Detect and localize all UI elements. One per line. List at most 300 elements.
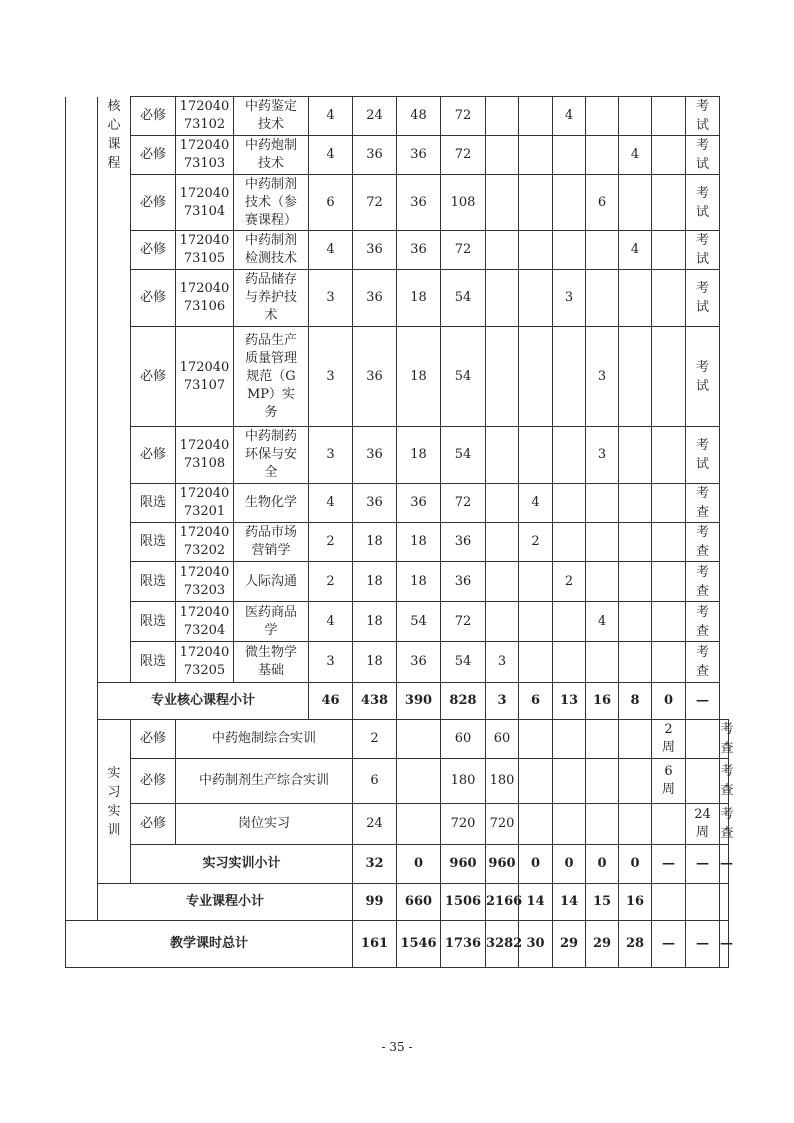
- cell-theory: 36: [397, 484, 441, 523]
- course-name: [234, 270, 309, 327]
- cell-s4: [586, 562, 619, 602]
- cell-s5: [619, 327, 652, 427]
- left-margin-cell: [66, 720, 98, 921]
- course-plan-table-wrapper: [65, 96, 734, 968]
- cell-credit: 3: [309, 427, 353, 484]
- course-name: [176, 759, 353, 804]
- course-name-text: 中药制药环保与安全: [244, 429, 297, 480]
- cell-s1: [519, 759, 553, 804]
- grand-total-s6: —: [686, 921, 720, 968]
- category-label-practice: [98, 720, 131, 884]
- course-code-line1: 172040: [179, 486, 230, 501]
- subtotal-practice: 960: [486, 845, 519, 884]
- subtotal-credit: 99: [353, 884, 397, 921]
- cell-s6: [652, 175, 686, 231]
- cell-theory: 48: [397, 97, 441, 136]
- course-code-line2: 73204: [183, 622, 226, 638]
- cell-s2: [519, 136, 553, 175]
- table-row: [66, 523, 729, 562]
- grand-total-s2: 29: [553, 921, 586, 968]
- table-row: [66, 136, 729, 175]
- cell-practice: 108: [441, 175, 486, 231]
- grand-total-s4: 28: [619, 921, 652, 968]
- exam-method-text: 考查: [695, 564, 709, 599]
- cell-s5: [619, 602, 652, 642]
- cell-practice: 180: [486, 759, 519, 804]
- course-type: 必修: [131, 804, 176, 845]
- course-type: 必修: [131, 759, 176, 804]
- subtotal-s2: 6: [519, 683, 553, 720]
- cell-total: 36: [353, 427, 397, 484]
- cell-s5: [619, 484, 652, 523]
- subtotal-label: 专业课程小计: [98, 884, 353, 921]
- table-row: [66, 562, 729, 602]
- cell-s4: [586, 97, 619, 136]
- exam-method-text: 考查: [695, 645, 709, 679]
- cell-credit: 2: [309, 523, 353, 562]
- course-name-text: 医药商品学: [244, 604, 297, 638]
- subtotal-theory: 1506: [441, 884, 486, 921]
- page-number: - 35 -: [381, 1040, 413, 1054]
- cell-s1: [486, 136, 519, 175]
- subtotal-credit: 46: [309, 683, 353, 720]
- cell-s6: [652, 231, 686, 270]
- cell-s3: [586, 804, 619, 845]
- subtotal-total: 660: [397, 884, 441, 921]
- subtotal-credit: 32: [353, 845, 397, 884]
- cell-s5: [619, 97, 652, 136]
- course-name-text: 人际沟通: [244, 573, 297, 589]
- subtotal-s4: 16: [586, 683, 619, 720]
- exam-method-text: 考试: [695, 138, 709, 172]
- cell-s3: 3: [553, 270, 586, 327]
- cell-total: 36: [353, 270, 397, 327]
- cell-s6: [652, 327, 686, 427]
- course-name-text: 中药炮制综合实训: [211, 731, 316, 746]
- course-name-text: 中药鉴定技术: [244, 99, 297, 132]
- cell-s5: 4: [619, 231, 652, 270]
- course-name-text: 中药炮制技术: [244, 138, 297, 171]
- cell-s2: [519, 270, 553, 327]
- course-code-line2: 73201: [183, 504, 226, 519]
- cell-s4: 4: [586, 602, 619, 642]
- exam-method: [686, 231, 720, 270]
- course-type: 限选: [131, 602, 176, 642]
- course-type: 必修: [131, 427, 176, 484]
- cell-total: [397, 804, 441, 845]
- exam-method: [686, 327, 720, 427]
- course-code-line2: 73203: [183, 582, 226, 598]
- course-name: [234, 427, 309, 484]
- course-code: [176, 270, 234, 327]
- course-code: [176, 327, 234, 427]
- cell-s5: 4: [619, 136, 652, 175]
- cell-credit: 4: [309, 136, 353, 175]
- cell-s6: [652, 562, 686, 602]
- subtotal-s2: 0: [553, 845, 586, 884]
- cell-s4: [619, 759, 652, 804]
- cell-total: 36: [353, 327, 397, 427]
- course-code-line2: 73205: [183, 663, 226, 678]
- cell-s2: [519, 327, 553, 427]
- category-label-core: [98, 97, 131, 683]
- subtotal-s4: 0: [619, 845, 652, 884]
- cell-s1: [486, 97, 519, 136]
- cell-s2: [553, 759, 586, 804]
- cell-total: [397, 759, 441, 804]
- exam-method-text: 考查: [720, 764, 734, 798]
- cell-s4: 6: [586, 175, 619, 231]
- subtotal-s4: 16: [619, 884, 652, 921]
- cell-s5: [652, 720, 686, 759]
- weeks-text: 6周: [661, 764, 675, 797]
- cell-practice: 54: [441, 642, 486, 683]
- cell-s5: [619, 427, 652, 484]
- grand-total-s3: 29: [586, 921, 619, 968]
- grand-total-exam: —: [720, 921, 729, 968]
- cell-total: [397, 720, 441, 759]
- course-name: [234, 562, 309, 602]
- cell-s3: 2: [553, 562, 586, 602]
- table-row: [66, 804, 729, 845]
- cell-total: 24: [353, 97, 397, 136]
- cell-s5: [619, 523, 652, 562]
- subtotal-row-practice: [66, 845, 729, 884]
- cell-s4: [586, 136, 619, 175]
- subtotal-theory: 960: [441, 845, 486, 884]
- exam-method: [720, 759, 734, 804]
- course-code: [176, 427, 234, 484]
- cell-theory: 36: [397, 642, 441, 683]
- subtotal-s6: [686, 884, 720, 921]
- cell-credit: 4: [309, 484, 353, 523]
- exam-method-text: 考查: [695, 486, 709, 520]
- course-code-line1: 172040: [179, 233, 230, 248]
- cell-s2: [519, 642, 553, 683]
- exam-method: [686, 97, 720, 136]
- cell-total: 18: [353, 523, 397, 562]
- subtotal-practice: 828: [441, 683, 486, 720]
- cell-s4: [586, 523, 619, 562]
- cell-s4: 3: [586, 427, 619, 484]
- cell-theory: 18: [397, 523, 441, 562]
- cell-s3: [553, 175, 586, 231]
- cell-practice: 60: [486, 720, 519, 759]
- cell-s1: [486, 270, 519, 327]
- course-name-text: 中药制剂检测技术: [244, 233, 297, 266]
- subtotal-s3: 13: [553, 683, 586, 720]
- course-code-line2: 73107: [183, 377, 226, 393]
- cell-practice: 54: [441, 270, 486, 327]
- course-code-line2: 73202: [183, 543, 226, 558]
- cell-s4: [586, 231, 619, 270]
- cell-total: 18: [353, 642, 397, 683]
- course-name-text: 岗位实习: [237, 816, 290, 831]
- subtotal-s1: 14: [519, 884, 553, 921]
- course-code-line1: 172040: [179, 645, 230, 660]
- cell-practice: 36: [441, 523, 486, 562]
- exam-method: [686, 484, 720, 523]
- cell-s1: [486, 523, 519, 562]
- subtotal-s1: 3: [486, 683, 519, 720]
- course-name: [234, 97, 309, 136]
- cell-practice: 36: [441, 562, 486, 602]
- subtotal-s3: 0: [586, 845, 619, 884]
- subtotal-s5: 8: [619, 683, 652, 720]
- cell-credit: 3: [309, 270, 353, 327]
- course-code-line2: 73102: [183, 117, 226, 132]
- cell-theory: 18: [397, 427, 441, 484]
- cell-theory: 54: [397, 602, 441, 642]
- left-margin-cell: [66, 97, 98, 720]
- course-code-line2: 73105: [183, 251, 226, 266]
- exam-method-text: 考试: [695, 99, 709, 133]
- course-code: [176, 642, 234, 683]
- cell-s3: [586, 720, 619, 759]
- cell-s3: [553, 231, 586, 270]
- cell-s2: [519, 231, 553, 270]
- subtotal-total: 438: [353, 683, 397, 720]
- subtotal-s3: 15: [586, 884, 619, 921]
- course-code: [176, 484, 234, 523]
- cell-theory: 18: [397, 562, 441, 602]
- table-row: [66, 175, 729, 231]
- exam-method-text: 考试: [695, 233, 709, 267]
- cell-credit: 2: [353, 720, 397, 759]
- course-name: [176, 804, 353, 845]
- cell-total: 72: [353, 175, 397, 231]
- grand-total-row: [66, 921, 729, 968]
- subtotal-s2: 14: [553, 884, 586, 921]
- cell-s6: [652, 484, 686, 523]
- course-name-text: 微生物学基础: [244, 645, 297, 678]
- exam-method: [686, 562, 720, 602]
- subtotal-row-core: [66, 683, 729, 720]
- exam-method: [686, 427, 720, 484]
- course-type: 限选: [131, 562, 176, 602]
- cell-theory: 36: [397, 136, 441, 175]
- cell-practice: 72: [441, 484, 486, 523]
- cell-s2: [553, 720, 586, 759]
- cell-s6: [652, 427, 686, 484]
- exam-method-text: 考查: [720, 722, 734, 756]
- course-code-line1: 172040: [179, 138, 230, 153]
- cell-theory: 18: [397, 327, 441, 427]
- course-code-line1: 172040: [179, 359, 230, 375]
- exam-method: [686, 136, 720, 175]
- category-text: 实习实训: [107, 765, 121, 838]
- course-code-line2: 73104: [183, 203, 226, 219]
- course-code-line1: 172040: [179, 99, 230, 114]
- course-name: [234, 523, 309, 562]
- course-type: 限选: [131, 523, 176, 562]
- cell-theory: 18: [397, 270, 441, 327]
- cell-credit: 3: [309, 642, 353, 683]
- table-row: [66, 97, 729, 136]
- table-row: [66, 427, 729, 484]
- cell-s2: 2: [519, 523, 553, 562]
- subtotal-row-major: [66, 884, 729, 921]
- cell-theory: 720: [441, 804, 486, 845]
- course-code-line1: 172040: [179, 604, 230, 620]
- subtotal-s5: [652, 884, 686, 921]
- cell-s1: [486, 602, 519, 642]
- cell-s4: [619, 804, 652, 845]
- course-code-line1: 172040: [179, 281, 230, 296]
- course-name-text: 中药制剂技术（参赛课程）: [244, 176, 297, 228]
- exam-method: [686, 642, 720, 683]
- course-code: [176, 562, 234, 602]
- course-type: 限选: [131, 484, 176, 523]
- weeks-text: 24周: [694, 807, 711, 840]
- weeks-text: 2周: [661, 722, 675, 755]
- exam-method-text: 考查: [695, 525, 709, 559]
- table-row: [66, 759, 729, 804]
- cell-credit: 24: [353, 804, 397, 845]
- course-name: [234, 327, 309, 427]
- exam-method-text: 考试: [695, 438, 709, 472]
- course-code: [176, 97, 234, 136]
- subtotal-s5: —: [652, 845, 686, 884]
- cell-practice: 54: [441, 427, 486, 484]
- cell-s1: 3: [486, 642, 519, 683]
- course-type: 必修: [131, 327, 176, 427]
- cell-credit: 4: [309, 97, 353, 136]
- course-code-line1: 172040: [179, 438, 230, 453]
- cell-total: 18: [353, 602, 397, 642]
- table-row: [66, 602, 729, 642]
- subtotal-label: 实习实训小计: [131, 845, 353, 884]
- cell-total: 36: [353, 231, 397, 270]
- table-row: [66, 484, 729, 523]
- table-row: [66, 720, 729, 759]
- cell-credit: 6: [353, 759, 397, 804]
- cell-s4: 3: [586, 327, 619, 427]
- cell-theory: 36: [397, 175, 441, 231]
- cell-s2: [519, 602, 553, 642]
- cell-s6: [686, 804, 720, 845]
- cell-s3: [553, 136, 586, 175]
- course-code-line2: 73108: [183, 456, 226, 471]
- exam-method: [720, 720, 734, 759]
- course-type: 必修: [131, 231, 176, 270]
- course-type: 必修: [131, 136, 176, 175]
- grand-total-label: 教学课时总计: [66, 921, 353, 968]
- course-name: [234, 642, 309, 683]
- exam-method-text: 考查: [695, 604, 709, 639]
- course-code: [176, 602, 234, 642]
- grand-total-practice: 3282: [486, 921, 519, 968]
- course-type: 必修: [131, 97, 176, 136]
- subtotal-practice: 2166: [486, 884, 519, 921]
- course-name: [234, 231, 309, 270]
- subtotal-exam: —: [686, 683, 720, 720]
- cell-theory: 180: [441, 759, 486, 804]
- course-code: [176, 231, 234, 270]
- cell-credit: 4: [309, 602, 353, 642]
- cell-s1: [519, 804, 553, 845]
- cell-s3: [553, 327, 586, 427]
- course-name: [234, 175, 309, 231]
- cell-s5: [619, 175, 652, 231]
- table-row: [66, 327, 729, 427]
- cell-s4: [586, 642, 619, 683]
- exam-method-text: 考试: [695, 185, 709, 220]
- cell-s6: [652, 270, 686, 327]
- cell-s3: 4: [553, 97, 586, 136]
- cell-s6: [652, 136, 686, 175]
- course-name-text: 生物化学: [244, 495, 297, 510]
- grand-total-total: 1546: [397, 921, 441, 968]
- cell-practice: 54: [441, 327, 486, 427]
- cell-s5: [619, 642, 652, 683]
- cell-s2: [519, 97, 553, 136]
- cell-theory: 60: [441, 720, 486, 759]
- cell-total: 36: [353, 484, 397, 523]
- cell-s2: [553, 804, 586, 845]
- cell-credit: 3: [309, 327, 353, 427]
- cell-s4: [586, 484, 619, 523]
- course-name: [234, 136, 309, 175]
- exam-method: [720, 804, 734, 845]
- exam-method: [686, 523, 720, 562]
- cell-s5: [619, 270, 652, 327]
- subtotal-label: 专业核心课程小计: [98, 683, 309, 720]
- cell-total: 36: [353, 136, 397, 175]
- cell-s6: [652, 523, 686, 562]
- course-code-line1: 172040: [179, 525, 230, 540]
- cell-s6: [652, 602, 686, 642]
- cell-s2: [519, 175, 553, 231]
- subtotal-total: 0: [397, 845, 441, 884]
- cell-s1: [486, 231, 519, 270]
- course-code-line1: 172040: [179, 185, 230, 201]
- exam-method-text: 考试: [695, 281, 709, 315]
- grand-total-s1: 30: [519, 921, 553, 968]
- course-code-line2: 73106: [183, 299, 226, 314]
- subtotal-exam: [720, 884, 729, 921]
- course-code: [176, 175, 234, 231]
- subtotal-theory: 390: [397, 683, 441, 720]
- exam-method: [686, 602, 720, 642]
- course-name-text: 药品市场营销学: [244, 525, 297, 558]
- cell-s3: [553, 427, 586, 484]
- cell-s6: [686, 720, 720, 759]
- cell-s2: [519, 427, 553, 484]
- subtotal-s6: —: [686, 845, 720, 884]
- table-row: [66, 642, 729, 683]
- cell-s1: [486, 484, 519, 523]
- cell-credit: 2: [309, 562, 353, 602]
- exam-method: [686, 270, 720, 327]
- exam-method-text: 考试: [695, 359, 709, 394]
- cell-practice: 72: [441, 136, 486, 175]
- cell-practice: 72: [441, 602, 486, 642]
- cell-s3: [553, 523, 586, 562]
- cell-s1: [486, 562, 519, 602]
- course-code-line1: 172040: [179, 564, 230, 580]
- category-text: 核心课程: [107, 98, 121, 171]
- cell-s6: [686, 759, 720, 804]
- cell-s1: [486, 327, 519, 427]
- cell-s5: [652, 759, 686, 804]
- cell-s6: [652, 642, 686, 683]
- cell-practice: 72: [441, 97, 486, 136]
- course-type: 必修: [131, 720, 176, 759]
- table-row: [66, 231, 729, 270]
- course-code-line2: 73103: [183, 156, 226, 171]
- cell-s2: [519, 562, 553, 602]
